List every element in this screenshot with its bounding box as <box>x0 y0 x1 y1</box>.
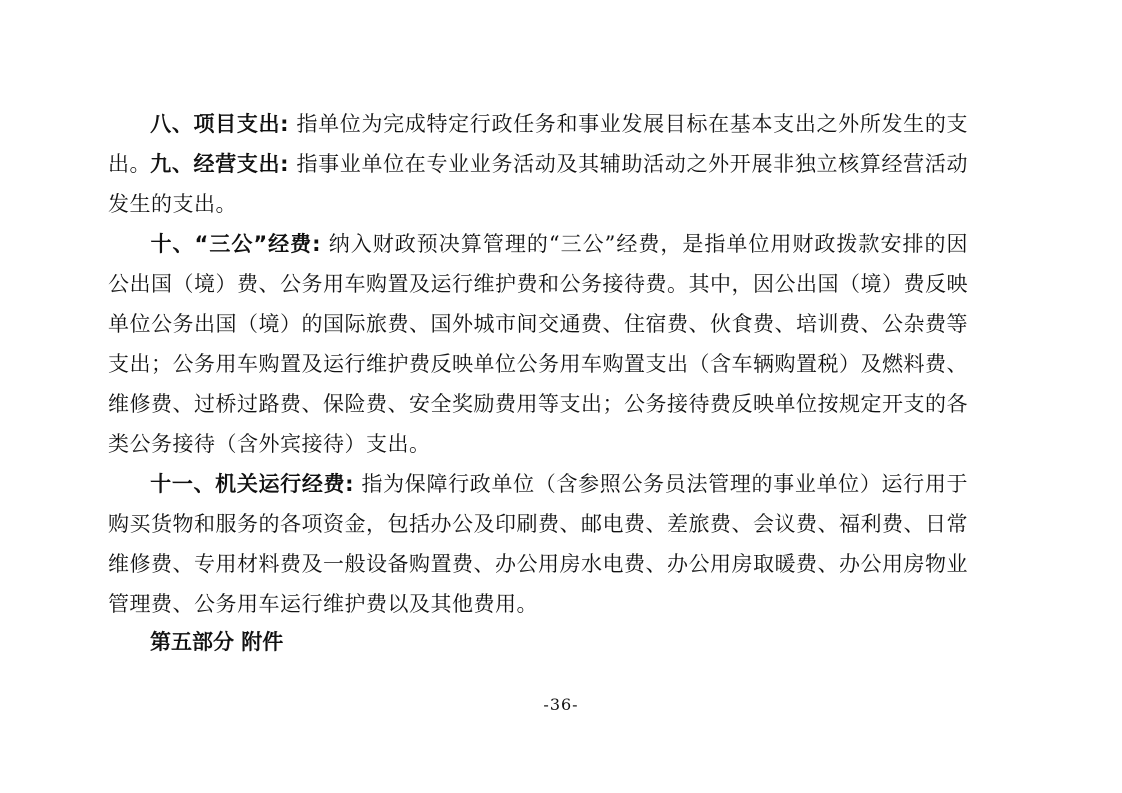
paragraph-operating-expenditure <box>108 144 968 224</box>
paragraph-body: 指事业单位在专业业务活动及其辅助活动之外开展非独立核算经营活动发生的支出。 <box>108 152 968 216</box>
paragraph-agency-operating-expenses <box>108 464 968 624</box>
paragraph-heading: 九、经营支出: <box>150 152 290 176</box>
paragraph-body: 指为保障行政单位（含参照公务员法管理的事业单位）运行用于购买货物和服务的各项资金，包括办公及印刷费、邮电费、差旅费、会议费、福利费、日常维修费、专用材料费及一般设备购置费、办公用房水电费、办公用房取暖费、办公用房物业管理费、公务用车运行维护费以及其他费用。 <box>108 472 969 616</box>
paragraph-heading: 十一、机关运行经费: <box>150 472 355 496</box>
paragraph-three-public-expenses <box>108 224 968 464</box>
paragraph-heading: 八、项目支出: <box>150 112 290 136</box>
section-title: 第五部分 附件 <box>150 630 284 654</box>
paragraph-heading: 十、“三公”经费: <box>150 232 322 256</box>
page-number: -36- <box>543 695 579 714</box>
paragraph-body: 指单位为完成特定行政任务和事业发展目标在基本支出之外所发生的支出。 <box>108 112 968 176</box>
paragraph-body: 纳入财政预决算管理的“三公”经费，是指单位用财政拨款安排的因公出国（境）费、公务用车购置及运行维护费和公务接待费。其中，因公出国（境）费反映单位公务出国（境）的国际旅费、国外城市间交通费、住宿费、伙食费、培训费、公杂费等支出；公务用车购置及运行维护费反映单位公务用车购置支出（含车辆购置税）及燃料费、维修费、过桥过路费、保险费、安全奖励费用等支出；公务接待费反映单位按规定开支的各类公务接待（含外宾接待）支出。 <box>108 232 968 456</box>
